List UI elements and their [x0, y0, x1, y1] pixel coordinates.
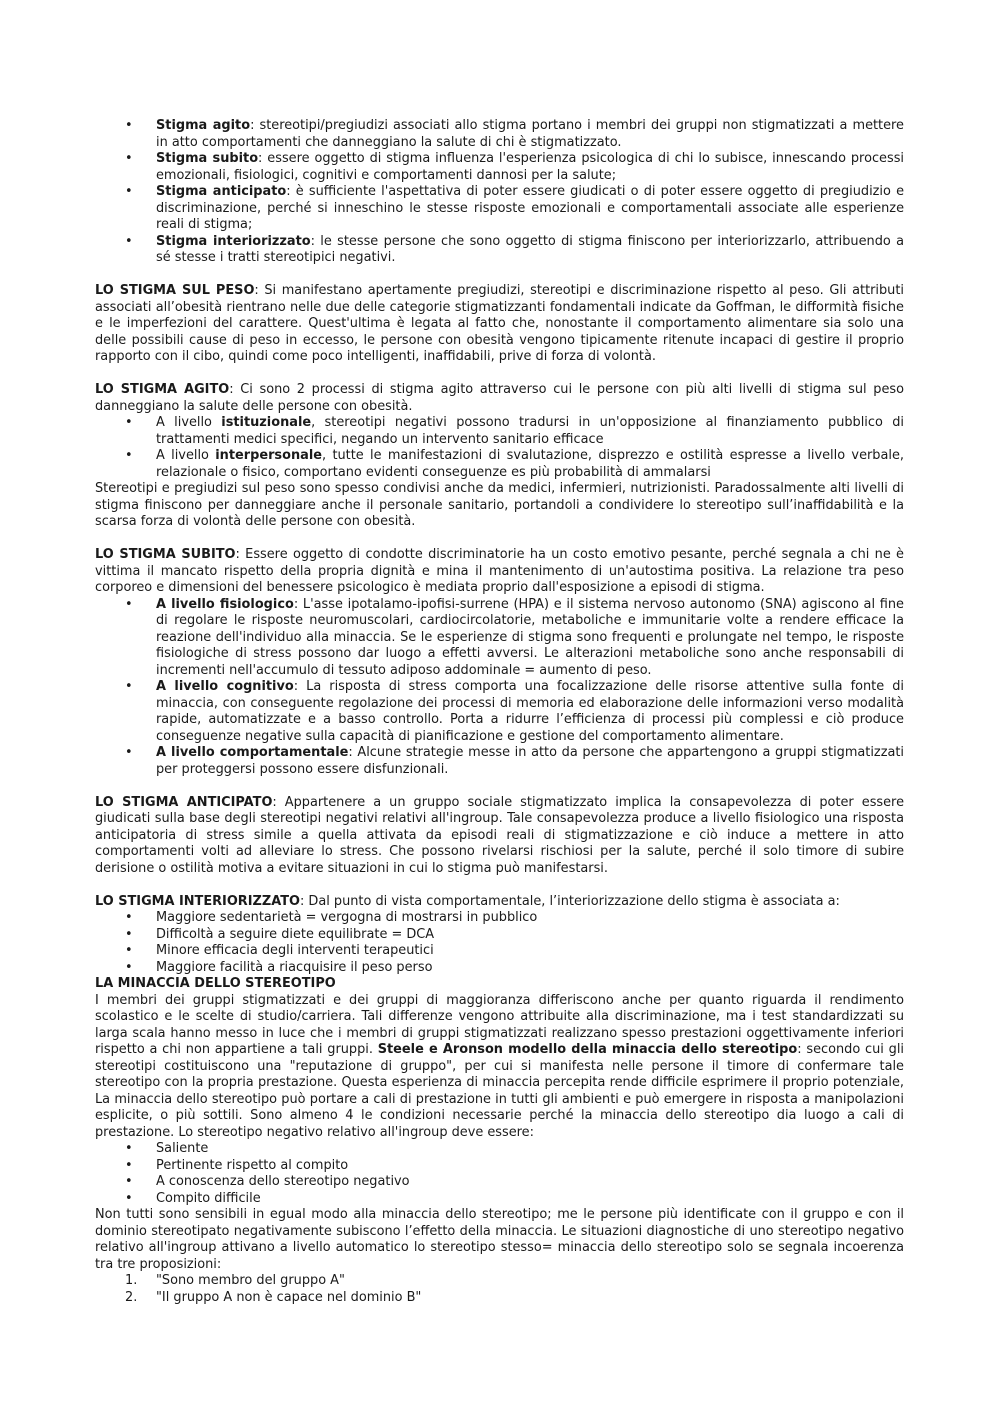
section-minaccia [95, 993, 904, 1142]
definition: , stereotipi negativi possono tradursi in un'opposizione al finanziamento pubblico di trattamenti medici specifici, negando un intervento sanitario efficace [156, 415, 904, 447]
list-item: • Difficoltà a seguire diete equilibrate = DCA [95, 927, 904, 944]
term: interpersonale [215, 448, 323, 463]
list-item: • Maggiore sedentarietà = vergogna di mostrarsi in pubblico [95, 910, 904, 927]
section-agito [95, 382, 904, 415]
term: istituzionale [221, 415, 312, 430]
list-item [95, 597, 904, 680]
agito-list [95, 415, 904, 481]
definition: : La risposta di stress comporta una focalizzazione delle risorse attentive sulla fonte di minaccia, con conseguente regolazione dei processi di memoria ed elaborazione delle informazioni verso modalità rapide, automatizzate e a basso controllo. Porta a ridurre l’efficienza di processi più complessi e ciò produce conseguenze negative sulla capacità di pianificazione e gestione del comportamento alimentare. [156, 679, 904, 744]
definition: : è sufficiente l'aspettativa di poter essere giudicati o di poter essere oggetto di pregiudizio e discriminazione, perché si inneschino le stesse risposte emozionali e comportamentali associate alle esperienze reali di stigma; [156, 184, 904, 232]
list-item: • A conoscenza dello stereotipo negativo [95, 1174, 904, 1191]
paragraph-text: : Si manifestano apertamente pregiudizi, stereotipi e discriminazione rispetto al peso. Gli attributi associati all’obesità rientrano nelle due delle categorie stigmatizzanti fondamentali indicate da Goffman, le difformità fisiche e le imperfezioni del carattere. Quest'ultima è legata al fatto che, nonostante il comportamento alimentare sia solo una delle possibili cause di peso in eccesso, le persone con obesità vengono tipicamente ritenute incapaci di gestire il proprio rapporto con il cibo, quindi come poco intelligenti, inaffidabili, prive di forza di volontà. [95, 283, 904, 364]
term: A livello cognitivo [156, 679, 294, 694]
list-item [95, 234, 904, 267]
item-text: "Il gruppo A non è capace nel dominio B" [156, 1289, 422, 1305]
section-heading: LA MINACCIA DELLO STEREOTIPO [95, 976, 336, 991]
list-item: • Maggiore facilità a riacquisire il peso perso [95, 960, 904, 977]
term: A livello comportamentale [156, 745, 349, 760]
term: Stigma subito [156, 151, 259, 166]
list-item [95, 151, 904, 184]
list-item: • Minore efficacia degli interventi terapeutici [95, 943, 904, 960]
term: Stigma interiorizzato [156, 233, 311, 249]
list-item: • Pertinente rispetto al compito [95, 1158, 904, 1175]
term: Stigma agito [156, 118, 251, 133]
item-number: 2. [125, 1289, 138, 1305]
section-heading: LO STIGMA SUL PESO [95, 283, 255, 298]
item-prefix: A livello [156, 415, 222, 430]
definition: : stereotipi/pregiudizi associati allo stigma portano i membri dei gruppi non stigmatizzati a mettere in atto comportamenti che danneggiano la salute di chi è stigmatizzato. [156, 118, 904, 150]
item-prefix: A livello [156, 448, 216, 463]
section-heading: LO STIGMA ANTICIPATO [95, 794, 273, 810]
paragraph-text: I membri dei gruppi stigmatizzati e dei gruppi di maggioranza differiscono anche per quanto riguarda il rendimento scolastico e le scelte di studio/carriera. Tali differenze vengono attribuite alla discriminazione, ma i test standardizzati su larga scala hanno messo in luce che i membri di gruppi stigmatizzati realizzano spesso prestazioni oggettivamente inferiori rispetto a chi non appartiene a tali gruppi. [95, 992, 904, 1057]
term: Stigma anticipato [156, 184, 287, 199]
minaccia-conditions-list [95, 1141, 904, 1207]
paragraph: Non tutti sono sensibili in egual modo alla minaccia dello stereotipo; me le persone più identificate con il gruppo e con il dominio stereotipato negativamente subiscono l’effetto della minaccia. Le situazioni diagnostiche di uno stereotipo negativo relativo all'ingroup attivano a livello automatico lo stereotipo stesso= minaccia dello stereotipo solo se segnala incoerenza tra tre proposizioni: [95, 1207, 904, 1272]
definition: : Alcune strategie messe in atto da persone che appartengono a gruppi stigmatizzati per proteggersi possono essere disfunzionali. [156, 745, 905, 777]
item-number: 1. [125, 1273, 138, 1288]
interiorizzato-list [95, 910, 904, 976]
definition: , tutte le manifestazioni di svalutazione, disprezzo e ostilità espresse a livello verbale, relazionale o fisico, comportano evidenti conseguenze es più probabilità di ammalarsi [156, 448, 904, 480]
list-item [95, 448, 904, 481]
list-item [95, 1290, 904, 1307]
list-item [95, 118, 904, 151]
paragraph-text: : Ci sono 2 processi di stigma agito attraverso cui le persone con più alti livelli di stigma sul peso danneggiano la salute delle persone con obesità. [95, 382, 904, 414]
list-item [95, 1273, 904, 1290]
paragraph-text: : secondo cui gli stereotipi costituiscono una "reputazione di gruppo", per cui si manifesta nelle persone il timore di confermare tale stereotipo con la propria prestazione. Questa esperienza di minaccia percepita rende difficile esprimere il proprio potenziale, La minaccia dello stereotipo può portare a cali di prestazione in tutti gli ambienti e può emergere in risposta a manipolazioni esplicite, o più sottili. Sono almeno 4 le condizioni necessarie perché la minaccia dello stereotipo dia luogo a cali di prestazione. Lo stereotipo negativo relativo all'ingroup deve essere: [95, 1042, 904, 1140]
list-item [95, 679, 904, 745]
definition: : L'asse ipotalamo-ipofisi-surrene (HPA) e il sistema nervoso autonomo (SNA) agiscono al fine di regolare le risposte neuromuscolari, cardiocircolatorie, metaboliche e immunitarie volte a rendere efficace la reazione dell'individuo alla minaccia. Se le esperienze di stigma sono frequenti e prolungate nel tempo, le risposte fisiologiche di stress possono dar luogo a effetti avversi. Le alterazioni metaboliche sono anche responsabili di incrementi nell'accumulo di tessuto adiposo addominale = aumento di peso. [156, 596, 904, 678]
item-text: "Sono membro del gruppo A" [156, 1273, 345, 1288]
definition: : essere oggetto di stigma influenza l'esperienza psicologica di chi lo subisce, innescando processi emozionali, fisiologici, cognitivi e comportamenti dannosi per la salute; [156, 151, 904, 183]
section-heading: LO STIGMA AGITO [95, 382, 230, 397]
section-anticipato [95, 795, 904, 878]
paragraph: Stereotipi e pregiudizi sul peso sono spesso condivisi anche da medici, infermieri, nutrizionisti. Paradossalmente alti livelli di stigma finiscono per danneggiare anche il personale sanitario, portandoli a condividere lo stereotipo sull’inaffidabilità e la scarsa forza di volontà delle persone con obesità. [95, 481, 904, 529]
list-item [95, 184, 904, 234]
list-item: • Compito difficile [95, 1191, 904, 1208]
section-heading-minaccia [95, 976, 904, 993]
term: A livello fisiologico [156, 596, 294, 612]
list-item [95, 415, 904, 448]
section-heading: LO STIGMA SUBITO [95, 547, 236, 562]
paragraph-text: : Appartenere a un gruppo sociale stigmatizzato implica la consapevolezza di poter essere giudicati sulla base degli stereotipi negativi relativi all'ingroup. Tale consapevolezza produce a livello fisiologico una risposta anticipatoria di stress simile a quella attivata da episodi reali di stigmatizzazione e ciò induce a mettere in atto comportamenti volti ad alleviare lo stress. Che possono rivelarsi rischiosi per la salute, perché il solo timore di subire derisione o ostilità motiva a evitare situazioni in cui lo stigma può manifestarsi. [95, 794, 905, 876]
term: Steele e Aronson modello della minaccia dello stereotipo [377, 1042, 798, 1057]
paragraph-text: : Dal punto di vista comportamentale, l’interiorizzazione dello stigma è associata a: [299, 893, 840, 909]
section-peso [95, 283, 904, 366]
section-heading: LO STIGMA INTERIORIZZATO [95, 893, 300, 909]
section-interiorizzato [95, 894, 904, 911]
propositions-list [95, 1273, 904, 1306]
subito-list [95, 597, 904, 779]
section-subito [95, 547, 904, 597]
stigma-types-list [95, 118, 904, 267]
list-item [95, 745, 904, 778]
list-item: • Saliente [95, 1141, 904, 1158]
paragraph-text: : Essere oggetto di condotte discriminatorie ha un costo emotivo pesante, perché segnala a chi ne è vittima il mancato rispetto della propria dignità e mina il mantenimento di un'autostima positiva. La relazione tra peso corporeo e dimensioni del benessere psicologico è mediata proprio dall'esposizione a episodi di stigma. [95, 547, 904, 595]
definition: : le stesse persone che sono oggetto di stigma finiscono per interiorizzarlo, attribuendo a sé stesse i tratti stereotipici negativi. [156, 233, 905, 265]
